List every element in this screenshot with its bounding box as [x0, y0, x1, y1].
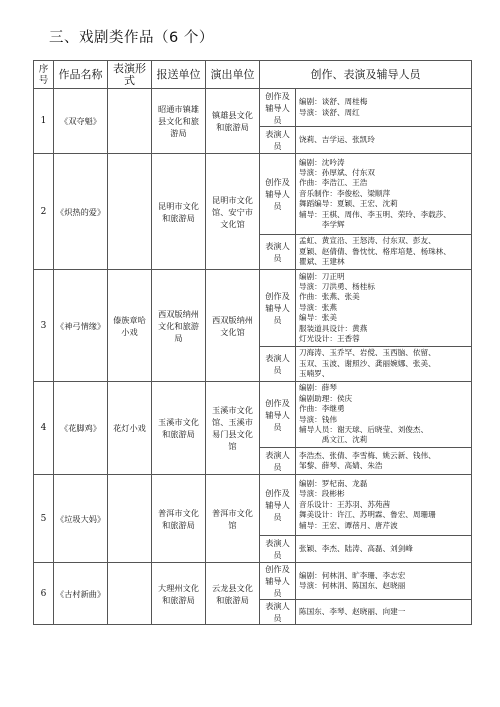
crew-line: 作曲：李继勇 — [299, 404, 345, 414]
creative-list — [296, 563, 472, 600]
actors-label: 表演人员 — [260, 600, 296, 625]
header-name: 作品名称 — [54, 61, 108, 89]
creative-label: 创作及辅导人员 — [260, 270, 296, 347]
work-perform-unit: 镇雄县文化和旅游局 — [206, 89, 260, 154]
crew-line: 编剧：沈吟涛 — [299, 157, 345, 167]
work-row-creative — [34, 154, 472, 235]
work-row-creative — [34, 475, 472, 536]
crew-line: 辅导人员：谢天球、后晓莹、刘俊杰、 — [299, 424, 429, 434]
crew-line: 导演：张燕 — [299, 302, 337, 312]
work-submit-unit: 普洱市文化和旅游局 — [152, 475, 206, 563]
crew-line: 音乐制作：李俊松、梁顺萍 — [299, 188, 391, 198]
crew-line: 作曲：张燕、张美 — [299, 292, 360, 302]
header-submit-unit: 报送单位 — [152, 61, 206, 89]
header-crew: 创作、表演及辅导人员 — [260, 61, 472, 89]
work-form — [108, 475, 152, 563]
header-seq: 序号 — [34, 61, 54, 89]
crew-line: 导演：谈舒、周红 — [299, 107, 360, 117]
creative-list — [296, 475, 472, 536]
creative-label: 创作及辅导人员 — [260, 475, 296, 536]
crew-line: 饶莉、吉学运、张凯玲 — [299, 134, 375, 144]
creative-label: 创作及辅导人员 — [260, 382, 296, 448]
work-perform-unit: 昆明市文化馆、安宁市文化馆 — [206, 154, 260, 270]
actors-list — [296, 235, 472, 270]
crew-line: 舞蹈编导：夏颖、王宏、沈莉 — [299, 199, 398, 209]
actors-label: 表演人员 — [260, 347, 296, 382]
header-form: 表演形式 — [108, 61, 152, 89]
work-perform-unit: 云龙县文化和旅游局 — [206, 563, 260, 625]
crew-line: 玉双、玉波、谢照沙、龚丽婉娜、张美、 — [299, 358, 436, 368]
work-submit-unit: 昆明市文化和旅游局 — [152, 154, 206, 270]
actors-label: 表演人员 — [260, 536, 296, 563]
work-name: 《双夺魁》 — [54, 89, 108, 154]
crew-line: 邹黎、薛琴、高婧、朱浩 — [299, 461, 383, 470]
creative-label: 创作及辅导人员 — [260, 154, 296, 235]
crew-line: 孟虹、黄宣沿、王怒涛、付东双、彭友、 — [299, 236, 436, 246]
actors-list — [296, 448, 472, 475]
work-name: 《古村新曲》 — [54, 563, 108, 625]
crew-line: 编剧：罗杞南、龙磊 — [299, 478, 368, 488]
work-seq: 2 — [34, 154, 54, 270]
actors-label: 表演人员 — [260, 127, 296, 154]
crew-line: 作曲：李浩江、王浩 — [299, 178, 368, 188]
actors-label: 表演人员 — [260, 448, 296, 475]
actors-label: 表演人员 — [260, 235, 296, 270]
crew-line: 玉喃罗、 — [299, 369, 330, 379]
work-row-creative — [34, 382, 472, 448]
actors-list — [296, 536, 472, 563]
crew-line: 编剧：刀正明 — [299, 271, 345, 281]
work-name: 《垃圾大妈》 — [54, 475, 108, 563]
crew-line: 瞿斌、王建林 — [299, 257, 345, 267]
crew-line: 李浩杰、张倩、李雪梅、姚云新、钱伟、 — [299, 450, 436, 460]
work-form: 花灯小戏 — [108, 382, 152, 475]
crew-line: 舞美设计：许江、苏明霖、鲁宏、周珊珊 — [299, 510, 436, 520]
creative-list — [296, 382, 472, 448]
work-row-creative — [34, 270, 472, 347]
crew-line: 夏颖、赵倩倩、鲁忱忱、格库培楚、杨珠林、 — [299, 246, 451, 256]
work-form — [108, 563, 152, 625]
work-submit-unit: 玉溪市文化和旅游局 — [152, 382, 206, 475]
work-seq: 3 — [34, 270, 54, 382]
work-submit-unit: 昭通市镇雄县文化和旅游局 — [152, 89, 206, 154]
work-row-creative — [34, 89, 472, 127]
actors-list — [296, 347, 472, 382]
actors-list — [296, 600, 472, 625]
crew-line: 灯光设计：王香蓉 — [299, 334, 360, 344]
work-row-creative — [34, 563, 472, 600]
actors-list — [296, 127, 472, 154]
work-form — [108, 89, 152, 154]
crew-line: 导演：钱伟 — [299, 414, 337, 424]
crew-line: 禹文江、沈莉 — [299, 435, 368, 445]
work-seq: 1 — [34, 89, 54, 154]
work-seq: 5 — [34, 475, 54, 563]
work-perform-unit: 西双版纳州文化馆 — [206, 270, 260, 382]
work-perform-unit: 普洱市文化馆 — [206, 475, 260, 563]
crew-line: 服装道具设计：黄燕 — [299, 323, 368, 333]
crew-line: 导演：段彬彬 — [299, 489, 345, 499]
crew-line: 音乐设计：王苏羽、苏苑茜 — [299, 499, 391, 509]
work-seq: 4 — [34, 382, 54, 475]
crew-line: 编剧：薛琴 — [299, 383, 337, 393]
crew-line: 导演：刀洪勇、杨桂标 — [299, 281, 375, 291]
creative-list — [296, 270, 472, 347]
crew-line: 辅导：王宏、谭蓓月、唐芹波 — [299, 520, 398, 530]
crew-line: 导演：何林涓、陈国东、赵晓丽 — [299, 581, 406, 590]
section-title: 三、戏剧类作品（6 个） — [49, 30, 214, 46]
creative-label: 创作及辅导人员 — [260, 563, 296, 600]
creative-list — [296, 154, 472, 235]
crew-line: 张颖、李杰、陆涛、高磊、刘剑峰 — [299, 543, 413, 553]
crew-line: 编剧：谈舒、周桂梅 — [299, 97, 368, 107]
creative-list — [296, 89, 472, 127]
work-name: 《花脚鸡》 — [54, 382, 108, 475]
work-name: 《神弓情缘》 — [54, 270, 108, 382]
work-submit-unit: 大理州文化和旅游局 — [152, 563, 206, 625]
work-form — [108, 154, 152, 270]
crew-line: 编剧：何林涓、旷李珊、李志宏 — [299, 570, 406, 580]
work-seq: 6 — [34, 563, 54, 625]
crew-line: 编剧助理：侯庆 — [299, 393, 353, 403]
work-submit-unit: 西双版纳州文化和旅游局 — [152, 270, 206, 382]
drama-works-table — [33, 60, 472, 625]
crew-line: 辅导：王棋、周伟、李玉明、荣玲、李载莎、 — [299, 209, 451, 219]
header-row — [34, 61, 472, 89]
crew-line: 导演：孙厚斌、付东双 — [299, 167, 375, 177]
work-name: 《炽热的爱》 — [54, 154, 108, 270]
work-form: 傣族章哈小戏 — [108, 270, 152, 382]
crew-line: 李学辉 — [299, 220, 345, 230]
crew-line: 陈国东、李琴、赵晓丽、向建一 — [299, 606, 406, 616]
crew-line: 编导：张美 — [299, 313, 337, 323]
header-perform-unit: 演出单位 — [206, 61, 260, 89]
work-perform-unit: 玉溪市文化馆、玉溪市易门县文化馆 — [206, 382, 260, 475]
creative-label: 创作及辅导人员 — [260, 89, 296, 127]
crew-line: 刀海涛、玉乔罕、岩傥、玉西脑、依留、 — [299, 348, 436, 358]
